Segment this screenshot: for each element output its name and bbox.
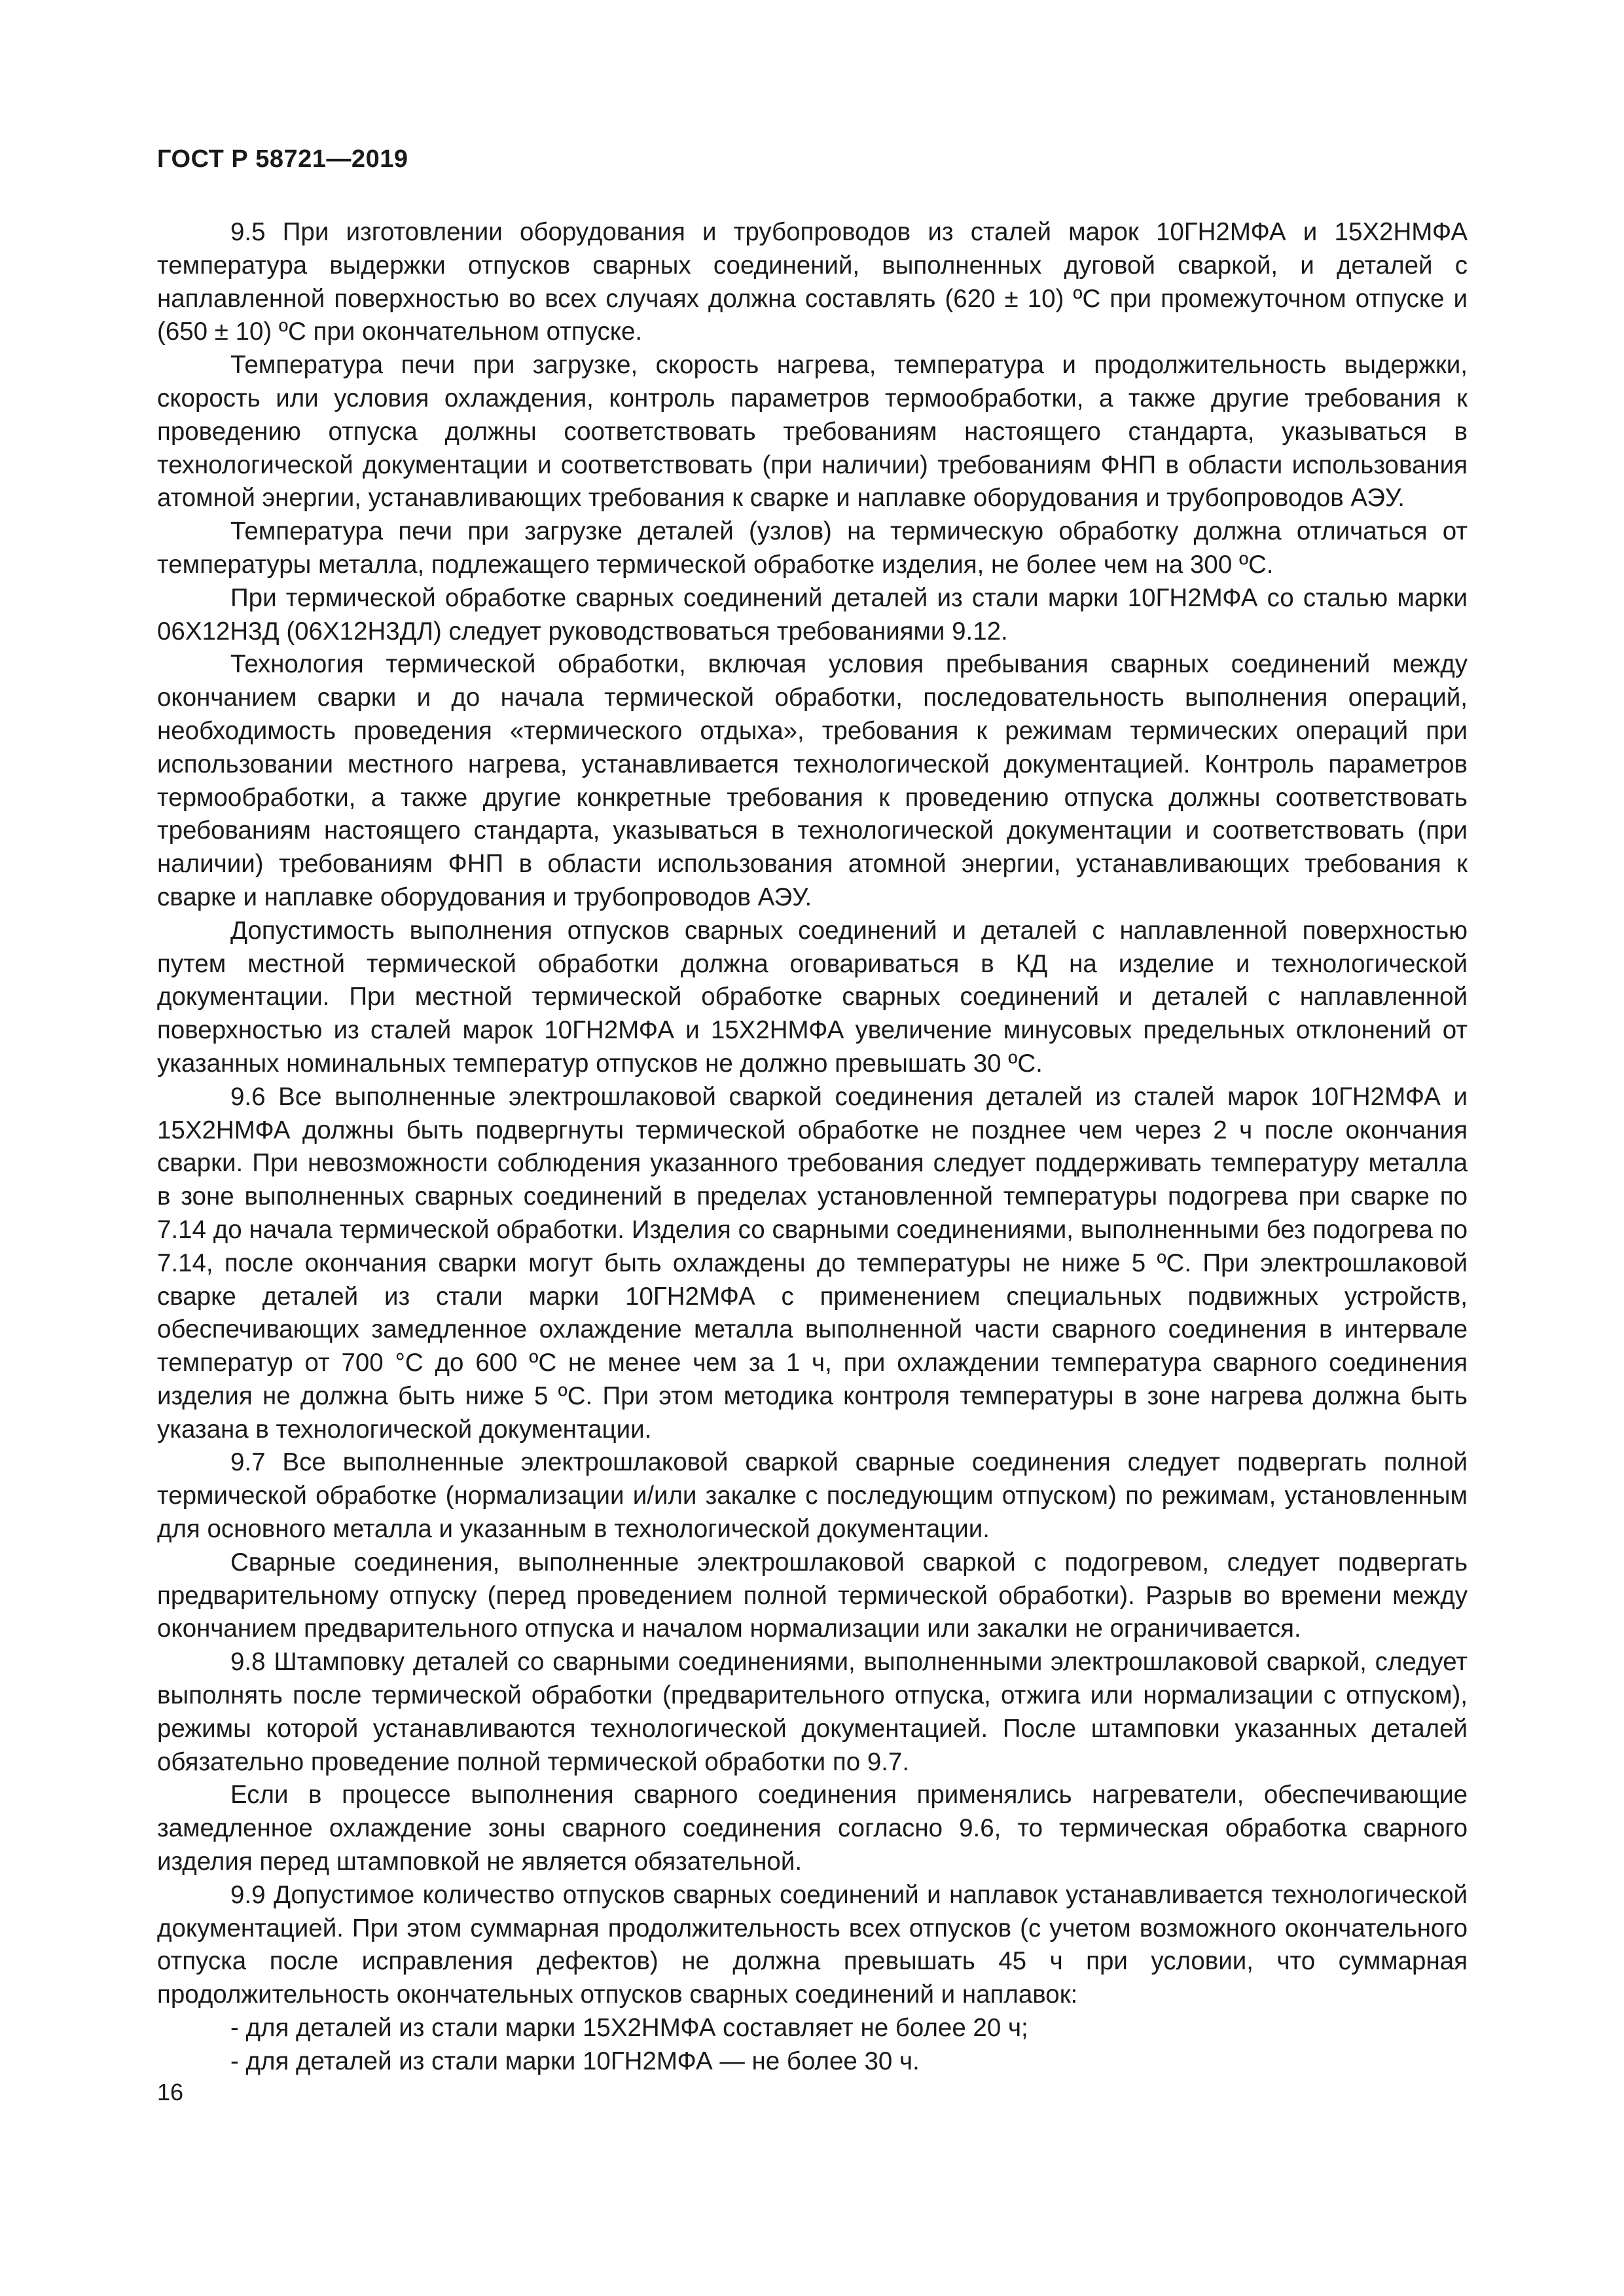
paragraph: Технология термической обработки, включая условия пребывания сварных соединений между окончанием сварки и до начала термической обработки, последовательность выполнения операций, необходимость проведения «термического отдыха», требования к режимам термических операций при использовании местного нагрева, устанавливается технологической документацией. Контроль параметров термообработки, а также другие конкретные требования к проведению отпуска должны соответствовать требованиям настоящего стандарта, указываться в технологической документации и соответствовать (при наличии) требованиям ФНП в области использования атомной энергии, устанавливающих требования к сварке и наплавке оборудования и трубопроводов АЭУ. [157, 650, 1468, 911]
paragraph: Допустимость выполнения отпусков сварных соединений и деталей с наплавленной поверхностью путем местной термической обработки должна оговариваться в КД на изделие и технологической документации. При местной термической обработке сварных соединений и деталей с наплавленной поверхностью из сталей марок 10ГН2МФА и 15Х2НМФА увеличение минусовых предельных отклонений от указанных номинальных температур отпусков не должно превышать 30 ºC. [157, 916, 1468, 1078]
paragraph: 9.8 Штамповку деталей со сварными соединениями, выполненными электрошлаковой сваркой, следует выполнять после термической обработки (предварительного отпуска, отжига или нормализации с отпуском), режимы которой устанавливаются технологической документацией. После штамповки указанных деталей обязательно проведение полной термической обработки по 9.7. [157, 1648, 1468, 1776]
paragraph: Сварные соединения, выполненные электрошлаковой сваркой с подогревом, следует подвергать предварительному отпуску (перед проведением полной термической обработки). Разрыв во времени между окончанием предварительного отпуска и началом нормализации или закалки не ограничивается. [157, 1548, 1468, 1643]
paragraph: Температура печи при загрузке деталей (узлов) на термическую обработку должна отличаться от температуры металла, подлежащего термической обработке изделия, не более чем на 300 ºC. [157, 517, 1468, 579]
list-item: - для деталей из стали марки 15Х2НМФА составляет не более 20 ч; [230, 2014, 1028, 2043]
document-body [157, 216, 1468, 2079]
page-header: ГОСТ Р 58721—2019 [157, 145, 408, 173]
paragraph: Если в процессе выполнения сварного соединения применялись нагреватели, обеспечивающие замедленное охлаждение зоны сварного соединения согласно 9.6, то термическая обработка сварного изделия перед штамповкой не является обязательной. [157, 1781, 1468, 1876]
list-item: - для деталей из стали марки 10ГН2МФА — не более 30 ч. [230, 2047, 920, 2075]
paragraph: 9.7 Все выполненные электрошлаковой сваркой сварные соединения следует подвергать полной термической обработке (нормализации и/или закалке с последующим отпуском) по режимам, установленным для основного металла и указанным в технологической документации. [157, 1448, 1468, 1544]
paragraph: 9.9 Допустимое количество отпусков сварных соединений и наплавок устанавливается технологической документацией. При этом суммарная продолжительность всех отпусков (с учетом возможного окончательного отпуска после исправления дефектов) не должна превышать 45 ч при условии, что суммарная продолжительность окончательных отпусков сварных соединений и наплавок: [157, 1880, 1468, 2009]
paragraph: При термической обработке сварных соединений деталей из стали марки 10ГН2МФА со сталью марки 06Х12Н3Д (06Х12Н3ДЛ) следует руководствоваться требованиями 9.12. [157, 583, 1468, 646]
paragraph: Температура печи при загрузке, скорость нагрева, температура и продолжительность выдержки, скорость или условия охлаждения, контроль параметров термообработки, а также другие требования к проведению отпуска должны соответствовать требованиям настоящего стандарта, указываться в технологической документации и соответствовать (при наличии) требованиям ФНП в области использования атомной энергии, устанавливающих требования к сварке и наплавке оборудования и трубопроводов АЭУ. [157, 351, 1468, 513]
paragraph: 9.5 При изготовлении оборудования и трубопроводов из сталей марок 10ГН2МФА и 15Х2НМФА температура выдержки отпусков сварных соединений, выполненных дуговой сваркой, и деталей с наплавленной поверхностью во всех случаях должна составлять (620 ± 10) ºC при промежуточном отпуске и (650 ± 10) ºC при окончательном отпуске. [157, 218, 1468, 346]
paragraph: 9.6 Все выполненные электрошлаковой сваркой соединения деталей из сталей марок 10ГН2МФА и 15Х2НМФА должны быть подвергнуты термической обработке не позднее чем через 2 ч после окончания сварки. При невозможности соблюдения указанного требования следует поддерживать температуру металла в зоне выполненных сварных соединений в пределах установленной температуры подогрева при сварке по 7.14 до начала термической обработки. Изделия со сварными соединениями, выполненными без подогрева по 7.14, после окончания сварки могут быть охлаждены до температуры не ниже 5 ºC. При электрошлаковой сварке деталей из стали марки 10ГН2МФА с применением специальных подвижных устройств, обеспечивающих замедленное охлаждение металла выполненной части сварного соединения в интервале температур от 700 °C до 600 ºC не менее чем за 1 ч, при охлаждении температура сварного соединения изделия не должна быть ниже 5 ºC. При этом методика контроля температуры в зоне нагрева должна быть указана в технологической документации. [157, 1082, 1468, 1444]
page-number: 16 [157, 2079, 184, 2105]
